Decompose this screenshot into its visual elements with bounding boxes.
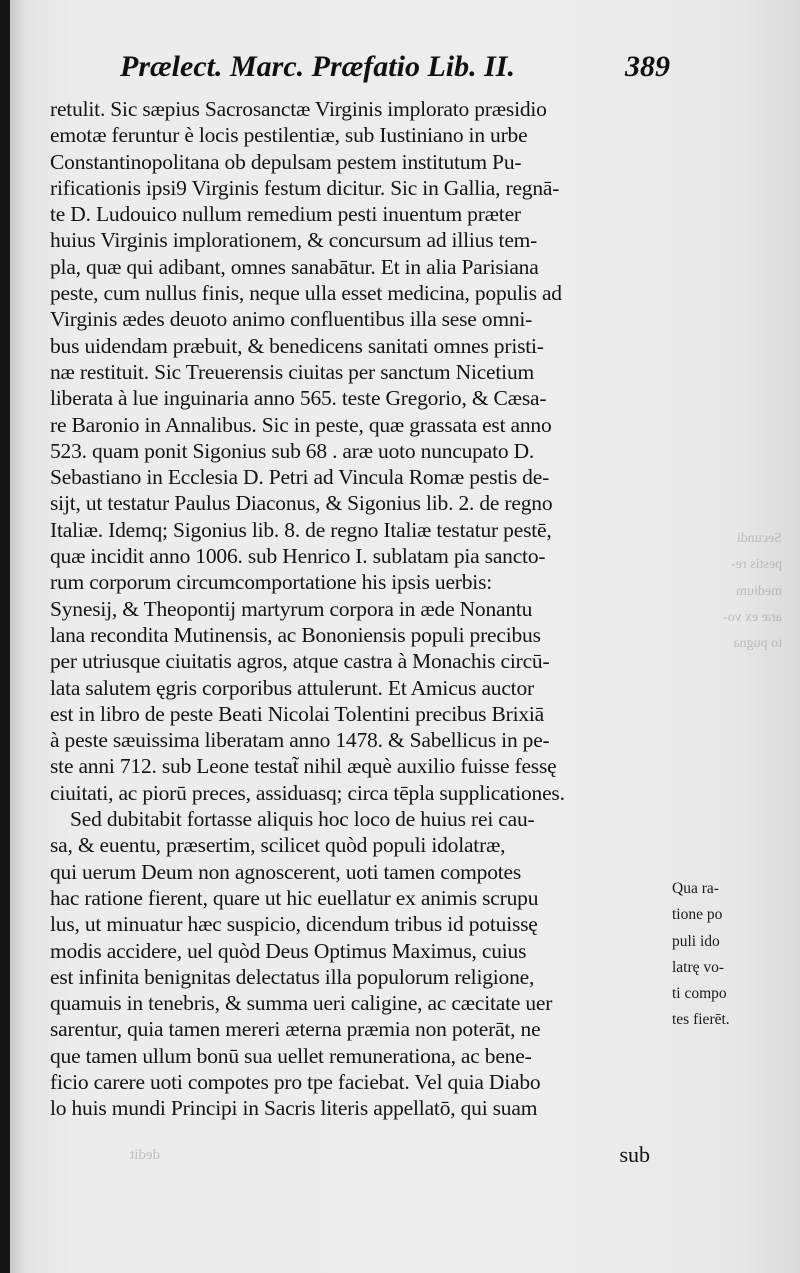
- text-line: que tamen ullum bonū sua uellet remunerationa, ac bene-: [50, 1043, 532, 1068]
- text-line: per utriusque ciuitatis agros, atque castra à Monachis circū-: [50, 649, 550, 674]
- page-header: [120, 50, 680, 94]
- text-line: emotæ feruntur è locis pestilentiæ, sub Iustiniano in urbe: [50, 123, 528, 148]
- text-line: sijt, ut testatur Paulus Diaconus, & Sigonius lib. 2. de regno: [50, 491, 553, 516]
- text-line: ficio carere uoti compotes pro tpe faciebat. Vel quia Diabo: [50, 1069, 541, 1094]
- text-line: est infinita benignitas delectatus illa populorum religione,: [50, 964, 535, 989]
- text-line: sarentur, quia tamen mereri æterna præmia non poterāt, ne: [50, 1017, 541, 1042]
- text-line: 523. quam ponit Sigonius sub 68 . aræ uoto nuncupato D.: [50, 438, 535, 463]
- text-line: Constantinopolitana ob depulsam pestem institutum Pu-: [50, 149, 522, 174]
- text-line: rum corporum circumcomportatione his ipsis uerbis:: [50, 570, 493, 595]
- text-line: est in libro de peste Beati Nicolai Tolentini precibus Brixiā: [50, 701, 545, 726]
- text-line: pla, quæ qui adibant, omnes sanabātur. Et in alia Parisiana: [50, 254, 539, 279]
- marginal-note: [672, 878, 782, 1036]
- text-line: hac ratione fierent, quare ut hic euellatur ex animis scrupu: [50, 885, 539, 910]
- text-line: modis accidere, uel quòd Deus Optimus Maximus, cuius: [50, 938, 527, 963]
- bleed-through-line: Secundi: [736, 531, 782, 546]
- margin-note-line: latrę vo-: [672, 958, 725, 976]
- text-line: huius Virginis implorationem, & concursum ad illius tem-: [50, 228, 538, 253]
- text-line: liberata à lue inguinaria anno 565. teste Gregorio, & Cæsa-: [50, 386, 547, 411]
- text-line: bus uidendam præbuit, & benedicens sanitati omnes pristi-: [50, 333, 544, 358]
- margin-note-line: puli ido: [672, 932, 720, 950]
- book-page: [10, 0, 800, 1273]
- text-line: retulit. Sic sæpius Sacrosanctæ Virginis implorato præsidio: [50, 97, 547, 121]
- bleed-through-line: pestis re-: [731, 557, 782, 573]
- text-line: à peste sæuissima liberatam anno 1478. & Sabellicus in pe-: [50, 728, 550, 753]
- text-line: rificationis ipsi9 Virginis festum dicitur. Sic in Gallia, regnā-: [50, 175, 560, 200]
- text-line: lo huis mundi Principi in Sacris literis appellatō, qui suam: [50, 1096, 538, 1121]
- margin-note-line: tione po: [672, 906, 723, 924]
- text-line: Sebastiano in Ecclesia D. Petri ad Vincula Romæ pestis de-: [50, 465, 550, 490]
- text-line: quamuis in tenebris, & summa ueri caligine, ac cæcitate uer: [50, 991, 553, 1016]
- text-line: Italiæ. Idemq; Sigonius lib. 8. de regno Italiæ testatur pestē,: [50, 517, 552, 542]
- catchword: sub: [619, 1142, 650, 1167]
- text-line: Synesij, & Theopontij martyrum corpora in æde Nonantu: [50, 596, 533, 621]
- text-line: lana recondita Mutinensis, ac Bononiensis populi precibus: [50, 622, 541, 647]
- text-line: ste anni 712. sub Leone testat̃ nihil æquè auxilio fuisse fessę: [50, 754, 557, 779]
- page-number: 389: [625, 50, 670, 83]
- bleed-through-text-bottom: dedit: [130, 1147, 160, 1163]
- bleed-through-text: [672, 528, 782, 659]
- text-line: qui uerum Deum non agnoscerent, uoti tamen compotes: [50, 859, 522, 884]
- main-text-block: [50, 96, 675, 1122]
- text-line: lata salutem ęgris corporibus attulerunt. Et Amicus auctor: [50, 675, 534, 700]
- text-line: lus, ut minuatur hæc suspicio, dicendum tribus id potuissę: [50, 912, 538, 937]
- text-line: Sed dubitabit fortasse aliquis hoc loco de huius rei cau-: [70, 807, 535, 832]
- margin-note-line: ti compo: [672, 985, 727, 1003]
- text-line: peste, cum nullus finis, neque ulla esset medicina, populis ad: [50, 281, 562, 306]
- text-line: sa, & euentu, præsertim, scilicet quòd populi idolatræ,: [50, 833, 506, 858]
- text-line: quæ incidit anno 1006. sub Henrico I. sublatam pia sancto-: [50, 544, 546, 569]
- text-line: re Baronio in Annalibus. Sic in peste, quæ grassata est anno: [50, 412, 552, 437]
- bleed-through-line: aræ ex vo-: [722, 609, 782, 625]
- running-title: Prælect. Marc. Præfatio Lib. II.: [120, 50, 515, 83]
- margin-note-line: Qua ra-: [672, 880, 719, 897]
- bleed-through-line: medium: [736, 583, 782, 599]
- text-line: te D. Ludouico nullum remedium pesti inuentum præter: [50, 202, 521, 227]
- bleed-through-line: to pugna: [733, 636, 782, 652]
- text-line: næ restituit. Sic Treuerensis ciuitas per sanctum Nicetium: [50, 359, 535, 384]
- margin-note-line: tes fierēt.: [672, 1011, 730, 1029]
- text-line: ciuitati, ac piorū preces, assiduasq; circa tēpla supplicationes.: [50, 780, 565, 805]
- text-line: Virginis ædes deuoto animo confluentibus illa sese omni-: [50, 307, 533, 332]
